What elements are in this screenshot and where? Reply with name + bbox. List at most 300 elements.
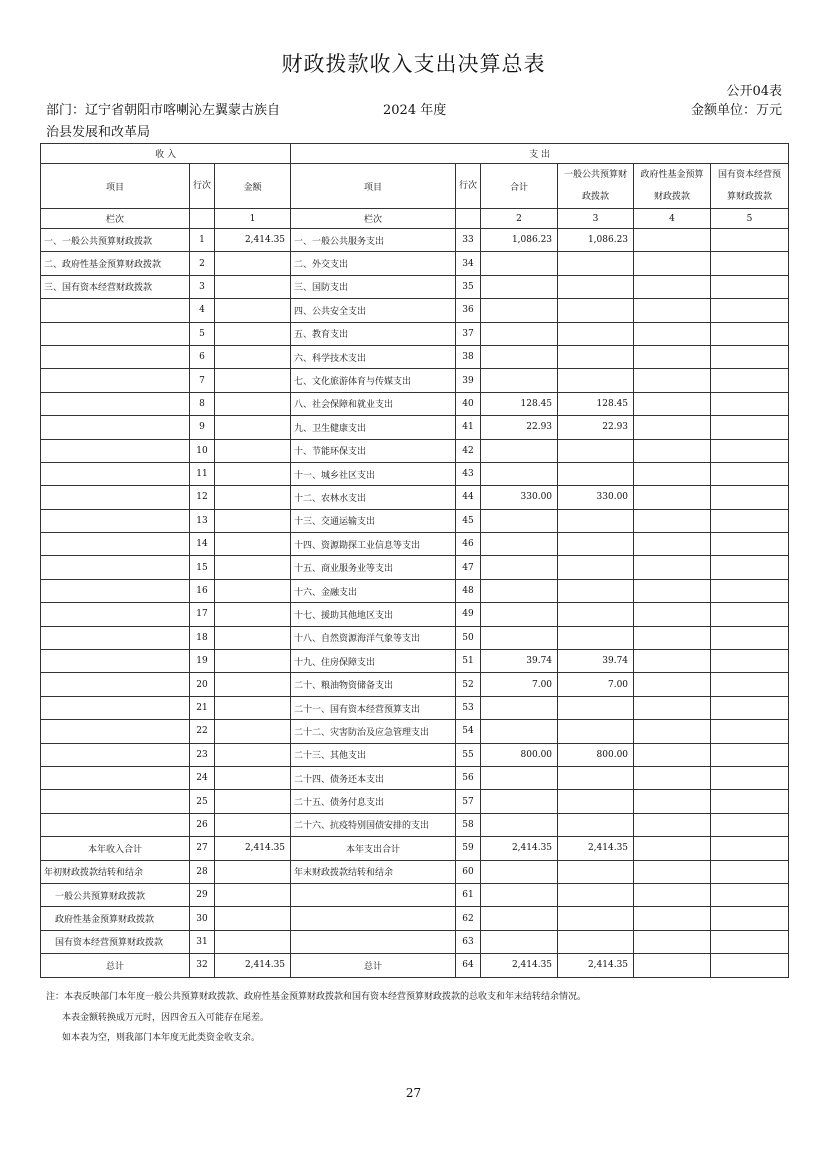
expense-total <box>481 860 558 883</box>
table-row <box>41 626 789 649</box>
expense-item: 九、卫生健康支出 <box>291 416 456 439</box>
income-row-no: 1 <box>190 229 215 252</box>
table-row <box>41 766 789 789</box>
state-capital-amount <box>711 603 789 626</box>
expense-total <box>481 907 558 930</box>
income-amount <box>215 579 291 602</box>
table-row <box>41 322 789 345</box>
expense-total <box>481 813 558 836</box>
expense-item <box>291 930 456 953</box>
expense-row-no: 48 <box>456 579 481 602</box>
income-row-no: 25 <box>190 790 215 813</box>
income-amount <box>215 252 291 275</box>
expense-row-no: 42 <box>456 439 481 462</box>
income-row-no: 20 <box>190 673 215 696</box>
expense-item: 十一、城乡社区支出 <box>291 462 456 485</box>
general-budget-amount <box>558 322 634 345</box>
table-row <box>41 369 789 392</box>
expense-row-no: 40 <box>456 392 481 415</box>
general-budget-amount <box>558 907 634 930</box>
income-amount <box>215 720 291 743</box>
income-row-no: 29 <box>190 883 215 906</box>
state-capital-amount <box>711 766 789 789</box>
expense-total <box>481 299 558 322</box>
fund-budget-amount <box>634 579 711 602</box>
state-capital-amount <box>711 837 789 860</box>
table-row <box>41 603 789 626</box>
fund-budget-amount <box>634 509 711 532</box>
income-amount: 2,414.35 <box>215 954 291 977</box>
fund-budget-amount <box>634 229 711 252</box>
expense-item: 八、社会保障和就业支出 <box>291 392 456 415</box>
income-item <box>41 766 190 789</box>
table-row <box>41 509 789 532</box>
income-item: 本年收入合计 <box>41 837 190 860</box>
expense-item: 年末财政拨款结转和结余 <box>291 860 456 883</box>
expense-row-no: 45 <box>456 509 481 532</box>
state-capital-amount <box>711 813 789 836</box>
income-item: 三、国有资本经营财政拨款 <box>41 275 190 298</box>
expense-row-no: 43 <box>456 462 481 485</box>
expense-item: 十九、住房保障支出 <box>291 650 456 673</box>
expense-item: 十、节能环保支出 <box>291 439 456 462</box>
income-item <box>41 392 190 415</box>
income-row-no: 22 <box>190 720 215 743</box>
lanci-2: 2 <box>481 209 558 229</box>
unit-label: 金额单位：万元 <box>690 103 782 118</box>
income-amount <box>215 650 291 673</box>
state-capital-amount <box>711 229 789 252</box>
expense-item: 二十五、债务付息支出 <box>291 790 456 813</box>
fund-budget-amount <box>634 813 711 836</box>
table-row <box>41 930 789 953</box>
fund-budget-amount <box>634 322 711 345</box>
state-capital-amount <box>711 252 789 275</box>
expense-total <box>481 930 558 953</box>
note-line: 注：本表反映部门本年度一般公共预算财政拨款、政府性基金预算财政拨款和国有资本经营预算财政拨款的总收支和年末结转结余情况。 <box>46 992 587 1002</box>
fund-budget-amount <box>634 720 711 743</box>
income-row-no: 8 <box>190 392 215 415</box>
income-item <box>41 603 190 626</box>
expense-item: 十八、自然资源海洋气象等支出 <box>291 626 456 649</box>
fund-budget-amount <box>634 790 711 813</box>
state-capital-amount <box>711 486 789 509</box>
general-budget-amount <box>558 603 634 626</box>
expense-total: 2,414.35 <box>481 837 558 860</box>
income-row-no: 18 <box>190 626 215 649</box>
expense-item: 七、文化旅游体育与传媒支出 <box>291 369 456 392</box>
expense-row-no: 49 <box>456 603 481 626</box>
expense-total <box>481 322 558 345</box>
general-budget-amount <box>558 299 634 322</box>
fund-budget-amount <box>634 743 711 766</box>
general-budget-amount <box>558 626 634 649</box>
lanci-empty <box>190 209 215 229</box>
table-row <box>41 720 789 743</box>
expense-item <box>291 883 456 906</box>
expense-row-no: 63 <box>456 930 481 953</box>
expense-item: 四、公共安全支出 <box>291 299 456 322</box>
income-amount <box>215 345 291 368</box>
lanci-1: 1 <box>215 209 291 229</box>
general-budget-amount <box>558 790 634 813</box>
state-capital-amount <box>711 860 789 883</box>
state-capital-amount <box>711 533 789 556</box>
notes <box>46 987 586 1049</box>
expense-item: 五、教育支出 <box>291 322 456 345</box>
general-budget-amount <box>558 860 634 883</box>
expense-total <box>481 509 558 532</box>
fund-budget-amount <box>634 696 711 719</box>
income-item <box>41 439 190 462</box>
fund-budget-amount <box>634 439 711 462</box>
general-budget-amount <box>558 369 634 392</box>
expense-item: 十五、商业服务业等支出 <box>291 556 456 579</box>
fund-budget-amount <box>634 860 711 883</box>
fund-budget-amount <box>634 252 711 275</box>
expense-total <box>481 252 558 275</box>
state-capital-amount <box>711 322 789 345</box>
expense-total <box>481 720 558 743</box>
form-code: 公开04表 <box>726 84 782 99</box>
income-amount <box>215 369 291 392</box>
expense-row-no: 64 <box>456 954 481 977</box>
expense-total <box>481 579 558 602</box>
lanci-empty2 <box>456 209 481 229</box>
department-label: 部门：辽宁省朝阳市喀喇沁左翼蒙古族自治县发展和改革局 <box>46 103 281 140</box>
income-amount <box>215 696 291 719</box>
table-row <box>41 392 789 415</box>
income-amount: 2,414.35 <box>215 837 291 860</box>
income-item <box>41 720 190 743</box>
income-item <box>41 579 190 602</box>
state-capital-amount <box>711 299 789 322</box>
fund-budget-amount <box>634 907 711 930</box>
state-capital-amount <box>711 883 789 906</box>
income-amount: 2,414.35 <box>215 229 291 252</box>
table-row <box>41 486 789 509</box>
income-row-no: 3 <box>190 275 215 298</box>
lanci-3: 3 <box>558 209 634 229</box>
state-capital-amount <box>711 556 789 579</box>
budget-table <box>40 143 789 978</box>
col-general: 一般公共预算财政拨款 <box>558 164 634 209</box>
income-row-no: 2 <box>190 252 215 275</box>
income-row-no: 10 <box>190 439 215 462</box>
income-amount <box>215 322 291 345</box>
state-capital-amount <box>711 930 789 953</box>
state-capital-amount <box>711 650 789 673</box>
general-budget-amount: 39.74 <box>558 650 634 673</box>
table-row <box>41 275 789 298</box>
expense-total: 800.00 <box>481 743 558 766</box>
expense-total <box>481 626 558 649</box>
general-budget-amount: 128.45 <box>558 392 634 415</box>
income-item: 国有资本经营预算财政拨款 <box>41 930 190 953</box>
income-item: 总计 <box>41 954 190 977</box>
expense-row-no: 62 <box>456 907 481 930</box>
expense-item: 十四、资源勘探工业信息等支出 <box>291 533 456 556</box>
table-row <box>41 462 789 485</box>
income-amount <box>215 766 291 789</box>
income-item <box>41 486 190 509</box>
expense-item: 总计 <box>291 954 456 977</box>
lanci-4: 4 <box>634 209 711 229</box>
income-item <box>41 790 190 813</box>
general-budget-amount <box>558 252 634 275</box>
income-amount <box>215 462 291 485</box>
expense-total: 128.45 <box>481 392 558 415</box>
lanci-5: 5 <box>711 209 789 229</box>
expense-total: 39.74 <box>481 650 558 673</box>
income-amount <box>215 813 291 836</box>
expense-total: 1,086.23 <box>481 229 558 252</box>
table-row <box>41 813 789 836</box>
year-label: 2024 年度 <box>383 103 447 118</box>
general-budget-amount <box>558 345 634 368</box>
fund-budget-amount <box>634 486 711 509</box>
expense-row-no: 51 <box>456 650 481 673</box>
income-row-no: 21 <box>190 696 215 719</box>
income-row-no: 19 <box>190 650 215 673</box>
col-item2: 项目 <box>291 164 456 209</box>
table-row <box>41 883 789 906</box>
income-item: 政府性基金预算财政拨款 <box>41 907 190 930</box>
income-item: 年初财政拨款结转和结余 <box>41 860 190 883</box>
income-row-no: 27 <box>190 837 215 860</box>
income-item <box>41 813 190 836</box>
expense-row-no: 59 <box>456 837 481 860</box>
expense-item: 十七、援助其他地区支出 <box>291 603 456 626</box>
income-item <box>41 299 190 322</box>
expense-total: 330.00 <box>481 486 558 509</box>
income-amount <box>215 930 291 953</box>
income-amount <box>215 509 291 532</box>
fund-budget-amount <box>634 673 711 696</box>
expense-item: 一、一般公共服务支出 <box>291 229 456 252</box>
expense-item: 二十、粮油物资储备支出 <box>291 673 456 696</box>
note-line: 如本表为空，则我部门本年度无此类资金收支余。 <box>62 1033 261 1043</box>
expense-item: 十六、金融支出 <box>291 579 456 602</box>
general-budget-amount <box>558 556 634 579</box>
col-item: 项目 <box>41 164 190 209</box>
income-row-no: 7 <box>190 369 215 392</box>
income-item <box>41 533 190 556</box>
state-capital-amount <box>711 907 789 930</box>
state-capital-amount <box>711 392 789 415</box>
expense-row-no: 34 <box>456 252 481 275</box>
state-capital-amount <box>711 439 789 462</box>
state-capital-amount <box>711 696 789 719</box>
income-row-no: 30 <box>190 907 215 930</box>
table-row <box>41 556 789 579</box>
expense-item: 二十一、国有资本经营预算支出 <box>291 696 456 719</box>
state-capital-amount <box>711 345 789 368</box>
table-row <box>41 673 789 696</box>
expense-total <box>481 369 558 392</box>
income-item <box>41 509 190 532</box>
expense-row-no: 38 <box>456 345 481 368</box>
expense-item: 二十二、灾害防治及应急管理支出 <box>291 720 456 743</box>
expense-item: 本年支出合计 <box>291 837 456 860</box>
income-item <box>41 322 190 345</box>
expense-row-no: 35 <box>456 275 481 298</box>
expense-total <box>481 766 558 789</box>
expense-total <box>481 533 558 556</box>
general-budget-amount <box>558 509 634 532</box>
col-row2: 行次 <box>456 164 481 209</box>
fund-budget-amount <box>634 416 711 439</box>
expense-total <box>481 345 558 368</box>
table-row <box>41 579 789 602</box>
income-amount <box>215 603 291 626</box>
col-state: 国有资本经营预算财政拨款 <box>711 164 789 209</box>
general-budget-amount <box>558 275 634 298</box>
expense-total: 7.00 <box>481 673 558 696</box>
expense-total <box>481 790 558 813</box>
income-row-no: 32 <box>190 954 215 977</box>
state-capital-amount <box>711 416 789 439</box>
expense-row-no: 37 <box>456 322 481 345</box>
expense-item: 二十三、其他支出 <box>291 743 456 766</box>
table-row <box>41 416 789 439</box>
table-row <box>41 252 789 275</box>
general-budget-amount <box>558 883 634 906</box>
income-row-no: 13 <box>190 509 215 532</box>
expense-total <box>481 275 558 298</box>
income-row-no: 28 <box>190 860 215 883</box>
fund-budget-amount <box>634 883 711 906</box>
table-row <box>41 439 789 462</box>
fund-budget-amount <box>634 392 711 415</box>
fund-budget-amount <box>634 626 711 649</box>
general-budget-amount <box>558 533 634 556</box>
income-amount <box>215 416 291 439</box>
expense-row-no: 41 <box>456 416 481 439</box>
expense-row-no: 50 <box>456 626 481 649</box>
table-row <box>41 743 789 766</box>
income-item: 一、一般公共预算财政拨款 <box>41 229 190 252</box>
page-number: 27 <box>405 1086 422 1100</box>
expense-row-no: 52 <box>456 673 481 696</box>
table-row <box>41 907 789 930</box>
fund-budget-amount <box>634 556 711 579</box>
income-amount <box>215 533 291 556</box>
general-budget-amount <box>558 439 634 462</box>
general-budget-amount <box>558 696 634 719</box>
lanci-label2: 栏次 <box>291 209 456 229</box>
general-budget-amount <box>558 766 634 789</box>
fund-budget-amount <box>634 837 711 860</box>
expense-row-no: 46 <box>456 533 481 556</box>
income-amount <box>215 556 291 579</box>
income-item <box>41 743 190 766</box>
table-row <box>41 696 789 719</box>
income-item <box>41 369 190 392</box>
income-row-no: 16 <box>190 579 215 602</box>
expense-total <box>481 883 558 906</box>
table-row <box>41 229 789 252</box>
income-amount <box>215 743 291 766</box>
income-amount <box>215 907 291 930</box>
state-capital-amount <box>711 720 789 743</box>
state-capital-amount <box>711 579 789 602</box>
income-row-no: 9 <box>190 416 215 439</box>
fund-budget-amount <box>634 954 711 977</box>
general-budget-amount <box>558 930 634 953</box>
expense-total: 22.93 <box>481 416 558 439</box>
income-item <box>41 650 190 673</box>
fund-budget-amount <box>634 369 711 392</box>
general-budget-amount: 800.00 <box>558 743 634 766</box>
income-item <box>41 556 190 579</box>
income-amount <box>215 275 291 298</box>
note-line: 本表金额转换成万元时，因四舍五入可能存在尾差。 <box>62 1012 270 1023</box>
expense-row-no: 58 <box>456 813 481 836</box>
general-budget-amount: 7.00 <box>558 673 634 696</box>
expense-item: 二十六、抗疫特别国债安排的支出 <box>291 813 456 836</box>
expense-row-no: 47 <box>456 556 481 579</box>
income-amount <box>215 673 291 696</box>
fund-budget-amount <box>634 533 711 556</box>
income-row-no: 11 <box>190 462 215 485</box>
income-row-no: 31 <box>190 930 215 953</box>
col-fund: 政府性基金预算财政拨款 <box>634 164 711 209</box>
income-row-no: 24 <box>190 766 215 789</box>
expense-item <box>291 907 456 930</box>
expense-header: 支 出 <box>291 144 789 164</box>
general-budget-amount: 2,414.35 <box>558 954 634 977</box>
expense-row-no: 39 <box>456 369 481 392</box>
fund-budget-amount <box>634 650 711 673</box>
expense-row-no: 54 <box>456 720 481 743</box>
expense-item: 十三、交通运输支出 <box>291 509 456 532</box>
general-budget-amount <box>558 813 634 836</box>
table-row <box>41 650 789 673</box>
state-capital-amount <box>711 673 789 696</box>
income-row-no: 26 <box>190 813 215 836</box>
state-capital-amount <box>711 790 789 813</box>
table-row <box>41 533 789 556</box>
general-budget-amount: 1,086.23 <box>558 229 634 252</box>
table-row <box>41 860 789 883</box>
expense-item: 三、国防支出 <box>291 275 456 298</box>
income-item <box>41 626 190 649</box>
table-row <box>41 954 789 977</box>
col-total: 合计 <box>481 164 558 209</box>
income-item <box>41 462 190 485</box>
expense-total: 2,414.35 <box>481 954 558 977</box>
income-row-no: 23 <box>190 743 215 766</box>
general-budget-amount: 330.00 <box>558 486 634 509</box>
table-row <box>41 790 789 813</box>
state-capital-amount <box>711 509 789 532</box>
income-item <box>41 696 190 719</box>
expense-row-no: 57 <box>456 790 481 813</box>
fund-budget-amount <box>634 275 711 298</box>
income-amount <box>215 486 291 509</box>
income-row-no: 6 <box>190 345 215 368</box>
income-amount <box>215 392 291 415</box>
table-row <box>41 299 789 322</box>
expense-total <box>481 603 558 626</box>
state-capital-amount <box>711 626 789 649</box>
fund-budget-amount <box>634 766 711 789</box>
income-row-no: 14 <box>190 533 215 556</box>
income-amount <box>215 299 291 322</box>
col-row: 行次 <box>190 164 215 209</box>
general-budget-amount <box>558 462 634 485</box>
